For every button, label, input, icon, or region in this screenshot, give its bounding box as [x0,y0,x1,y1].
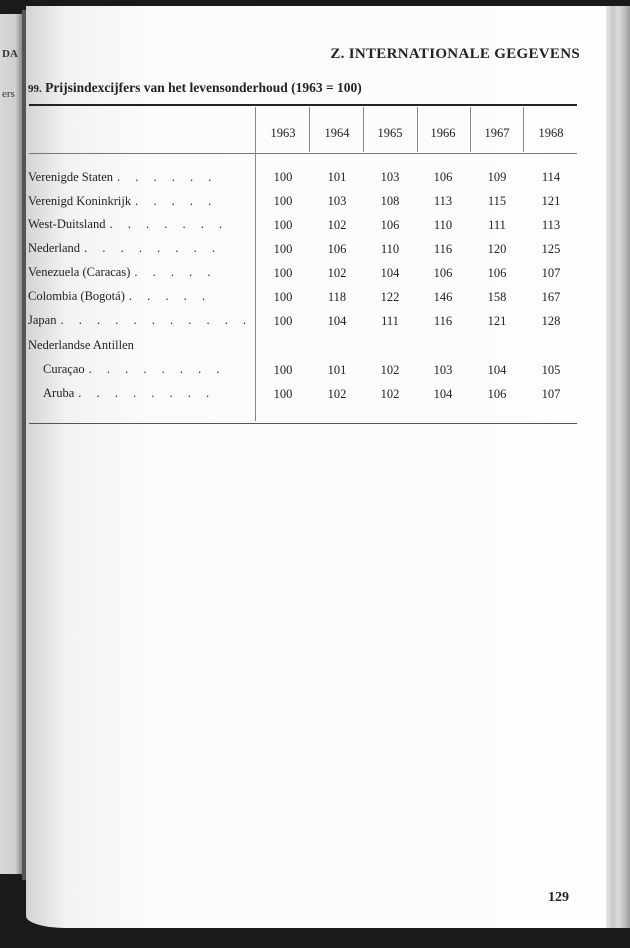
table-header-rule [29,153,577,154]
column-header-1967: 1967 [484,126,510,140]
table-cell: 104 [380,266,400,280]
table-cell: 167 [541,290,561,304]
table-cell: 100 [273,314,293,328]
page-stack-edge [606,6,630,928]
row-label: Aruba . . . . . . . . [43,386,216,400]
column-header-1964: 1964 [324,126,350,140]
table-cell: 100 [273,387,293,401]
table-cell: 100 [273,266,293,280]
table-cell: 107 [541,387,561,401]
table-cell: 120 [487,242,507,256]
table-cell: 110 [433,218,453,232]
column-header-1968: 1968 [538,126,564,140]
table-cell: 121 [541,194,561,208]
table-cell: 107 [541,266,561,280]
table-cell: 102 [380,387,400,401]
table-cell: 116 [433,314,453,328]
table-cell: 102 [380,363,400,377]
table-title [28,80,362,96]
table-cell: 106 [327,242,347,256]
table-cell: 100 [273,363,293,377]
table-cell: 111 [381,314,399,328]
table-cell: 114 [541,170,561,184]
column-divider [309,107,310,152]
table-cell: 100 [273,218,293,232]
table-cell: 104 [327,314,347,328]
table-cell: 146 [433,290,453,304]
table-cell: 111 [488,218,506,232]
table-cell: 103 [380,170,400,184]
table-cell: 108 [380,194,400,208]
row-label: West-Duitsland . . . . . . . [28,217,229,231]
table-cell: 100 [273,194,293,208]
table-cell: 106 [487,387,507,401]
column-header-1966: 1966 [430,126,456,140]
table-cell: 102 [327,266,347,280]
row-group-label: Nederlandse Antillen [28,338,134,352]
table-cell: 113 [433,194,453,208]
table-cell: 101 [327,170,347,184]
table-cell: 100 [273,290,293,304]
row-label: Curaçao . . . . . . . . [43,362,226,376]
table-cell: 100 [273,170,293,184]
column-header-1965: 1965 [377,126,403,140]
running-head: Z. INTERNATIONALE GEGEVENS [330,46,580,62]
table-cell: 102 [327,387,347,401]
document-page [26,6,606,928]
table-cell: 118 [327,290,347,304]
column-divider [255,107,256,421]
column-divider [523,107,524,152]
facing-page-fragment: ers [2,88,15,100]
table-cell: 101 [327,363,347,377]
table-cell: 106 [433,170,453,184]
table-cell: 103 [327,194,347,208]
column-header-1963: 1963 [270,126,296,140]
row-label: Venezuela (Caracas) . . . . . [28,265,217,279]
table-bottom-rule [29,423,577,424]
table-top-rule [29,104,577,106]
row-label: Nederland . . . . . . . . [28,241,221,255]
table-number: 99. [28,83,42,95]
facing-page-fragment: DA [2,48,18,60]
table-cell: 100 [273,242,293,256]
row-label: Verenigd Koninkrijk . . . . . [28,194,218,208]
table-cell: 104 [433,387,453,401]
table-cell: 116 [433,242,453,256]
table-cell: 104 [487,363,507,377]
column-divider [363,107,364,152]
table-title-text: Prijsindexcijfers van het levensonderhoud (1963 = 100) [45,80,362,95]
table-cell: 106 [380,218,400,232]
table-cell: 122 [380,290,400,304]
table-cell: 115 [487,194,507,208]
table-cell: 113 [541,218,561,232]
table-cell: 128 [541,314,561,328]
table-cell: 105 [541,363,561,377]
table-cell: 125 [541,242,561,256]
table-cell: 102 [327,218,347,232]
table-cell: 103 [433,363,453,377]
page-number: 129 [548,890,569,905]
row-label: Colombia (Bogotá) . . . . . [28,289,211,303]
table-cell: 121 [487,314,507,328]
column-divider [470,107,471,152]
row-label: Verenigde Staten . . . . . . [28,170,218,184]
table-cell: 110 [380,242,400,256]
row-label: Japan . . . . . . . . . . . [28,313,253,327]
table-cell: 158 [487,290,507,304]
table-cell: 106 [487,266,507,280]
table-cell: 109 [487,170,507,184]
table-cell: 106 [433,266,453,280]
facing-page-edge [0,14,22,874]
